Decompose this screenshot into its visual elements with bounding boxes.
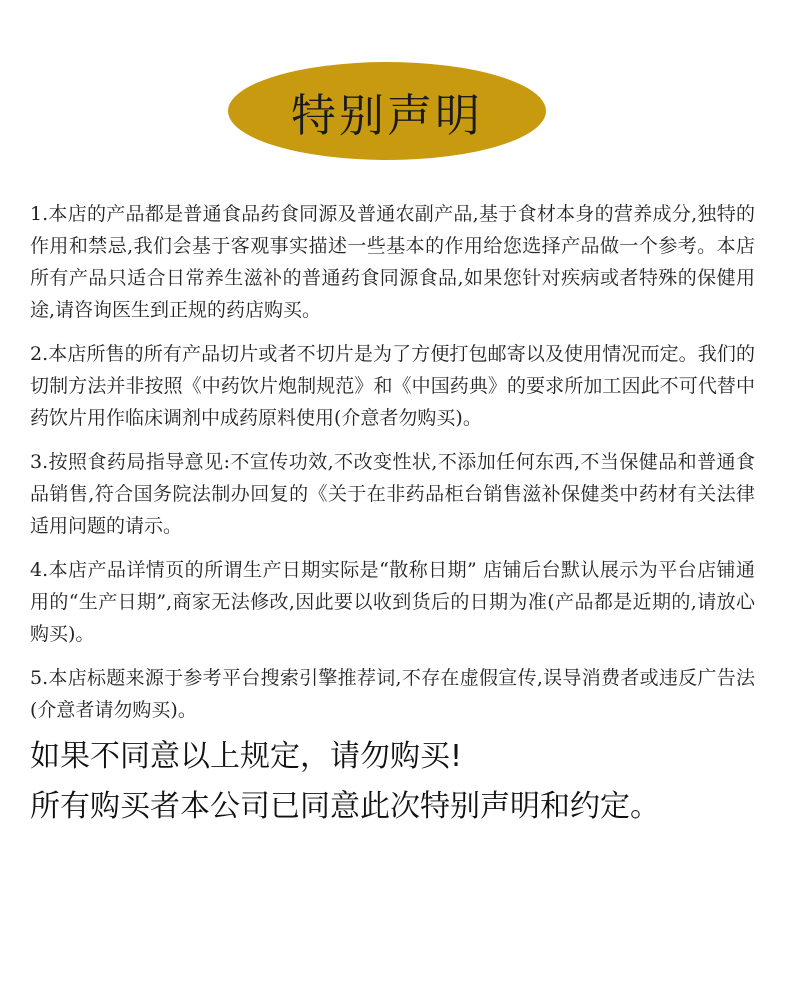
notice-item-2: 2.本店所售的所有产品切片或者不切片是为了方便打包邮寄以及使用情况而定。我们的切制方法并非按照《中药饮片炮制规范》和《中国药典》的要求所加工因此不可代替中药饮片用作临床调剂中成药原料使用(介意者勿购买)。 xyxy=(30,343,755,429)
closing-statement xyxy=(30,732,770,832)
closing-line-1: 如果不同意以上规定，请勿购买! xyxy=(30,739,463,774)
page-title: 特别声明 xyxy=(290,88,483,142)
closing-line-2: 所有购买者本公司已同意此次特别声明和约定。 xyxy=(30,789,660,824)
title-badge xyxy=(228,62,546,160)
notice-item-4: 4.本店产品详情页的所谓生产日期实际是“散称日期” 店铺后台默认展示为平台店铺通用的“生产日期”,商家无法修改,因此要以收到货后的日期为准(产品都是近期的,请放心购买)。 xyxy=(30,559,755,645)
notice-item-5: 5.本店标题来源于参考平台搜索引擎推荐词,不存在虚假宣传,误导消费者或违反广告法(介意者请勿购买)。 xyxy=(30,667,755,721)
notice-list xyxy=(30,198,755,738)
notice-item-3: 3.按照食药局指导意见:不宣传功效,不改变性状,不添加任何东西,不当保健品和普通食品销售,符合国务院法制办回复的《关于在非药品柜台销售滋补保健类中药材有关法律适用问题的请示。 xyxy=(30,451,755,537)
notice-item-1: 1.本店的产品都是普通食品药食同源及普通农副产品,基于食材本身的营养成分,独特的作用和禁忌,我们会基于客观事实描述一些基本的作用给您选择产品做一个参考。本店所有产品只适合日常养生滋补的普通药食同源食品,如果您针对疾病或者特殊的保健用途,请咨询医生到正规的药店购买。 xyxy=(30,203,755,321)
